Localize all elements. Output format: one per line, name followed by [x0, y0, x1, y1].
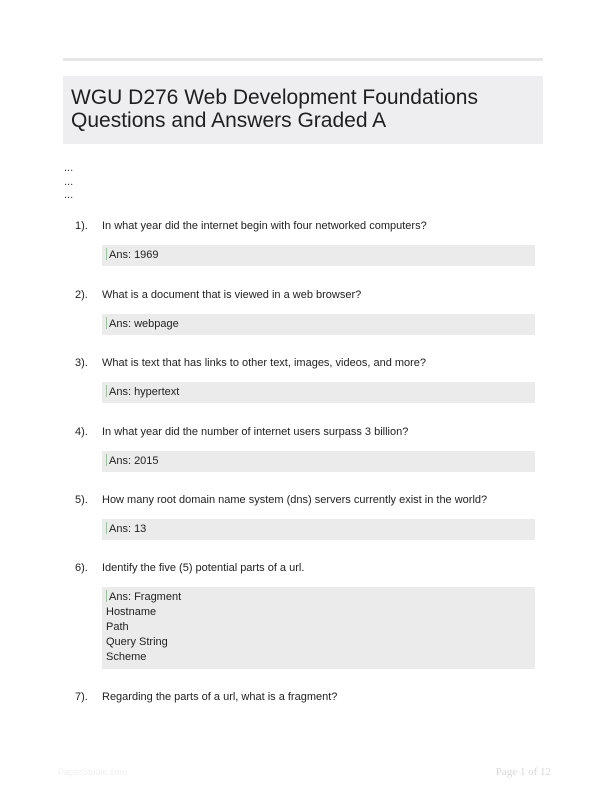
answer-marker: [106, 317, 107, 329]
answer-text: Ans: 13: [109, 523, 147, 535]
answer-marker: [106, 590, 107, 602]
answer-line: Query String: [106, 636, 168, 648]
answer-marker: [106, 385, 107, 397]
answer-marker: [106, 522, 107, 534]
question-text: What is text that has links to other text, images, videos, and more?: [102, 357, 427, 369]
question-number: 7).: [75, 691, 88, 703]
page-number: Page 1 of 12: [495, 766, 551, 778]
answer-box: [102, 245, 535, 266]
question-text: In what year did the number of internet users surpass 3 billion?: [102, 426, 409, 438]
answer-line: Scheme: [106, 651, 147, 663]
question-number: 6).: [75, 562, 88, 574]
title-line-2: Questions and Answers Graded A: [71, 109, 387, 132]
ellipsis-line: ...: [64, 189, 74, 201]
answer-box: [102, 382, 535, 403]
title-banner: [63, 76, 543, 144]
question-text: How many root domain name system (dns) servers currently exist in the world?: [102, 494, 488, 506]
ellipsis-line: ...: [64, 162, 74, 174]
footer-watermark: PaperStudio.com: [58, 767, 128, 777]
question-number: 1).: [75, 220, 88, 232]
answer-text: Ans: 2015: [109, 455, 159, 467]
answer-line: Hostname: [106, 606, 157, 618]
answer-text: Ans: webpage: [109, 318, 179, 330]
ellipsis-block: [64, 162, 73, 203]
answer-text: Ans: 1969: [109, 249, 159, 261]
answer-marker: [106, 248, 107, 260]
question-text: In what year did the internet begin with four networked computers?: [102, 220, 427, 232]
question-number: 3).: [75, 357, 88, 369]
top-divider: [63, 58, 543, 61]
question-text: Regarding the parts of a url, what is a fragment?: [102, 691, 338, 703]
answer-text: Ans: hypertext: [109, 386, 180, 398]
answer-box: [102, 451, 535, 472]
answer-box: [102, 587, 535, 669]
answer-text: Ans: Fragment: [109, 591, 182, 603]
title-line-1: WGU D276 Web Development Foundations: [71, 86, 478, 109]
answer-line: [106, 590, 531, 605]
question-number: 5).: [75, 494, 88, 506]
ellipsis-line: ...: [64, 175, 74, 188]
question-number: 2).: [75, 289, 88, 301]
answer-box: [102, 314, 535, 335]
answer-line: Path: [106, 621, 129, 633]
question-text: What is a document that is viewed in a web browser?: [102, 289, 362, 301]
answer-box: [102, 519, 535, 540]
question-number: 4).: [75, 426, 88, 438]
page-title: [71, 86, 535, 132]
question-text: Identify the five (5) potential parts of a url.: [102, 562, 305, 574]
answer-marker: [106, 454, 107, 466]
